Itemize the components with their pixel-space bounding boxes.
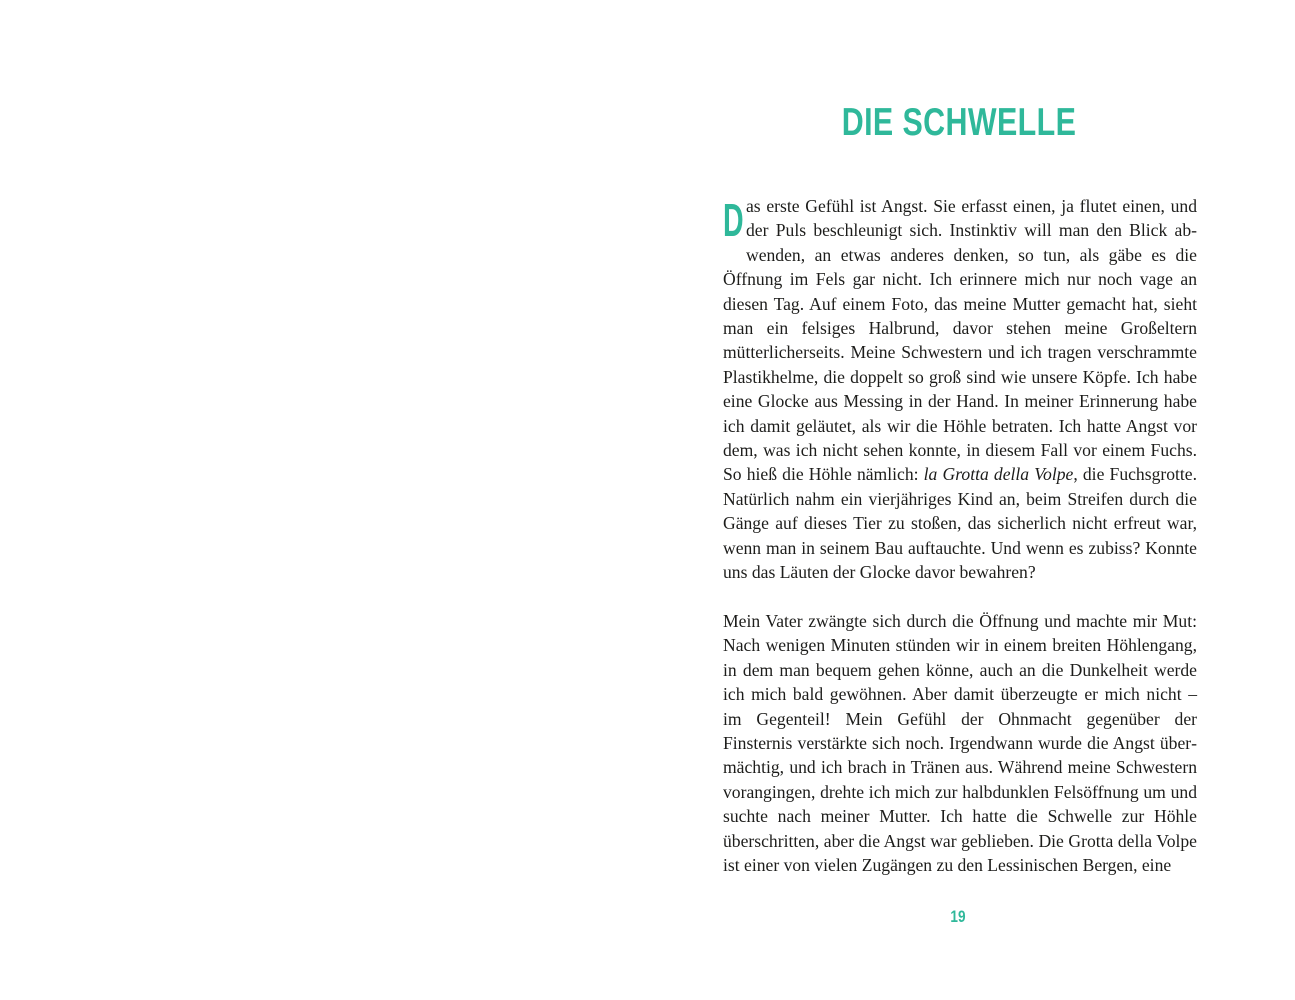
chapter-title: DIE SCHWELLE bbox=[841, 101, 1077, 144]
chapter-body bbox=[723, 194, 1197, 877]
drop-cap-letter: D bbox=[723, 194, 744, 246]
page-number: 19 bbox=[950, 907, 966, 926]
paragraph-1 bbox=[723, 194, 1197, 585]
paragraph-1-opening: as erste Gefühl ist Angst. Sie erfasst einen, ja flutet einen, und der Puls beschleunigt sich. Instinktiv will man den Blick abwenden, an etwas anderes denken, so tun, als gäbe es die Öffnung im Fels gar nicht. Ich erinnere mich nur noch vage an diesen Tag. Auf einem Foto, das meine Mutter gemacht hat, sieht man ein felsiges Halbrund, davor stehen meine Großeltern mütterlicherseits. Meine Schwestern und ich tragen verschrammte Plastikhelme, die doppelt so groß sind wie unsere Köpfe. Ich habe eine Glocke aus Messing in der Hand. In meiner Erinnerung habe ich damit geläutet, als wir die Höhle betraten. Ich hatte Angst vor dem, was ich nicht sehen konnte, in diesem Fall vor einem Fuchs. So hieß die Höhle nämlich: bbox=[723, 196, 1197, 485]
italic-cave-name: la Grotta della Volpe bbox=[923, 464, 1074, 485]
left-page-blank bbox=[0, 0, 647, 1000]
paragraph-2: Mein Vater zwängte sich durch die Öffnung und machte mir Mut: Nach wenigen Minuten stünden wir in einem breiten Höhlengang, in dem man bequem gehen könne, auch an die Dunkelheit werde ich mich bald gewöhnen. Aber damit überzeugte er mich nicht – im Gegenteil! Mein Gefühl der Ohnmacht gegenüber der Finsternis verstärkte sich noch. Irgendwann wurde die Angst übermächtig, und ich brach in Tränen aus. Während meine Schwestern vorangingen, drehte ich mich zur halbdunklen Felsöffnung um und suchte nach meiner Mutter. Ich hatte die Schwelle zur Höhle überschritten, aber die Angst war geblieben. Die Grotta della Volpe ist einer von vielen Zugängen zu den Lessinischen Bergen, eine bbox=[723, 610, 1197, 875]
paragraph-1-closing: , die Fuchsgrotte. Natürlich nahm ein vierjähriges Kind an, beim Streifen durch die Gänge auf dieses Tier zu stoßen, das sicherlich nicht erfreut war, wenn man in seinem Bau auftauchte. Und wenn es zubiss? Konnte uns das Läuten der Glocke davor bewahren? bbox=[723, 464, 1198, 583]
